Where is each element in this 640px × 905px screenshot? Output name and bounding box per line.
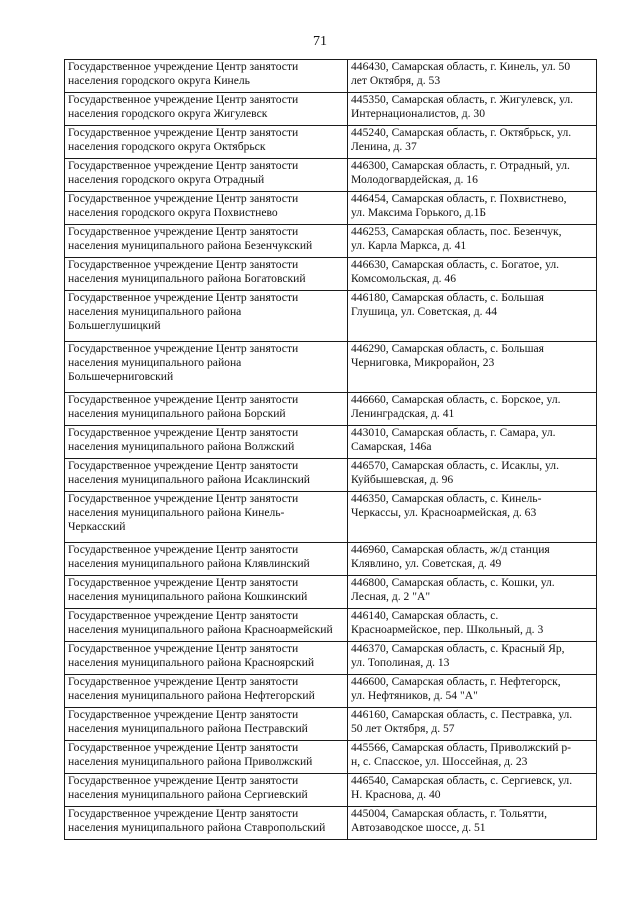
- table-row: [65, 342, 597, 393]
- institution-address-cell: [348, 93, 597, 126]
- institution-address-cell: [348, 258, 597, 291]
- institution-address-cell: [348, 342, 597, 393]
- institution-name-cell: [65, 543, 348, 576]
- table-row: [65, 576, 597, 609]
- institution-name-cell: [65, 291, 348, 342]
- institution-name-cell: [65, 93, 348, 126]
- institution-address-cell: [348, 807, 597, 840]
- institution-address: 445240, Самарская область, г. Октябрьск, ул. Ленина, д. 37: [351, 126, 572, 153]
- institution-name-cell: [65, 159, 348, 192]
- institution-address-cell: [348, 543, 597, 576]
- institution-name-cell: [65, 741, 348, 774]
- table-row: [65, 426, 597, 459]
- table-row: [65, 609, 597, 642]
- institution-address: 446454, Самарская область, г. Похвистнево, ул. Максима Горького, д.1Б: [351, 192, 567, 219]
- institution-address-cell: [348, 393, 597, 426]
- institution-name: Государственное учреждение Центр занятости населения муниципального района Красноармейский: [68, 609, 333, 636]
- institution-address-cell: [348, 159, 597, 192]
- table-row: [65, 492, 597, 543]
- institution-address: 446140, Самарская область, с. Красноармейское, пер. Школьный, д. 3: [351, 609, 544, 636]
- institution-name-cell: [65, 126, 348, 159]
- table-row: [65, 708, 597, 741]
- institution-address-cell: [348, 576, 597, 609]
- institution-address-cell: [348, 708, 597, 741]
- institution-name-cell: [65, 225, 348, 258]
- institution-address: 446600, Самарская область, г. Нефтегорск, ул. Нефтяников, д. 54 "А": [351, 675, 561, 702]
- table-row: [65, 291, 597, 342]
- table-row: [65, 393, 597, 426]
- institution-name: Государственное учреждение Центр занятости населения муниципального района Богатовский: [68, 258, 306, 285]
- institution-name-cell: [65, 60, 348, 93]
- institution-name: Государственное учреждение Центр занятости населения муниципального района Ставропольский: [68, 807, 326, 834]
- institution-name: Государственное учреждение Центр занятости населения муниципального района Приволжский: [68, 741, 313, 768]
- page-number: 71: [313, 34, 327, 49]
- institution-name-cell: [65, 609, 348, 642]
- institution-name-cell: [65, 258, 348, 291]
- institution-name-cell: [65, 459, 348, 492]
- institution-address: 446660, Самарская область, с. Борское, ул. Ленинградская, д. 41: [351, 393, 561, 420]
- table-row: [65, 60, 597, 93]
- institution-address: 446350, Самарская область, с. Кинель- Черкассы, ул. Красноармейская, д. 63: [351, 492, 542, 519]
- table-row: [65, 126, 597, 159]
- institution-address-cell: [348, 225, 597, 258]
- institution-name: Государственное учреждение Центр занятости населения городского округа Отрадный: [68, 159, 299, 186]
- institution-name: Государственное учреждение Центр занятости населения городского округа Кинель: [68, 60, 299, 87]
- institution-name-cell: [65, 774, 348, 807]
- table-row: [65, 192, 597, 225]
- institution-address: 446430, Самарская область, г. Кинель, ул. 50 лет Октября, д. 53: [351, 60, 571, 87]
- institution-address: 443010, Самарская область, г. Самара, ул. Самарская, 146а: [351, 426, 556, 453]
- institution-name-cell: [65, 342, 348, 393]
- institution-name-cell: [65, 426, 348, 459]
- institution-address: 445566, Самарская область, Приволжский р- н, с. Спасское, ул. Шоссейная, д. 23: [351, 741, 572, 768]
- institution-address-cell: [348, 426, 597, 459]
- table-row: [65, 93, 597, 126]
- institution-name-cell: [65, 642, 348, 675]
- institution-address: 446570, Самарская область, с. Исаклы, ул. Куйбышевская, д. 96: [351, 459, 559, 486]
- institution-name-cell: [65, 576, 348, 609]
- institution-name: Государственное учреждение Центр занятости населения муниципального района Борский: [68, 393, 299, 420]
- institution-address: 446253, Самарская область, пос. Безенчук, ул. Карла Маркса, д. 41: [351, 225, 562, 252]
- institution-address: 446180, Самарская область, с. Большая Глушица, ул. Советская, д. 44: [351, 291, 544, 318]
- institution-address: 446960, Самарская область, ж/д станция Клявлино, ул. Советская, д. 49: [351, 543, 550, 570]
- institution-name: Государственное учреждение Центр занятости населения городского округа Октябрьск: [68, 126, 299, 153]
- institution-address: 445004, Самарская область, г. Тольятти, Автозаводское шоссе, д. 51: [351, 807, 548, 834]
- institution-name: Государственное учреждение Центр занятости населения городского округа Похвистнево: [68, 192, 299, 219]
- institution-name: Государственное учреждение Центр занятости населения муниципального района Безенчукский: [68, 225, 313, 252]
- institution-name: Государственное учреждение Центр занятости населения муниципального района Кошкинский: [68, 576, 308, 603]
- institution-name: Государственное учреждение Центр занятости населения муниципального района Большеглушицкий: [68, 291, 299, 332]
- institution-address: 446160, Самарская область, с. Пестравка, ул. 50 лет Октября, д. 57: [351, 708, 573, 735]
- table-row: [65, 258, 597, 291]
- institution-address-cell: [348, 459, 597, 492]
- institution-name-cell: [65, 807, 348, 840]
- institution-address-cell: [348, 774, 597, 807]
- institution-address: 446370, Самарская область, с. Красный Яр, ул. Тополиная, д. 13: [351, 642, 565, 669]
- institution-address-cell: [348, 675, 597, 708]
- institution-address-cell: [348, 741, 597, 774]
- institution-address-cell: [348, 642, 597, 675]
- table-row: [65, 459, 597, 492]
- institution-address: 446300, Самарская область, г. Отрадный, ул. Молодогвардейская, д. 16: [351, 159, 570, 186]
- institution-address: 446800, Самарская область, с. Кошки, ул. Лесная, д. 2 "А": [351, 576, 555, 603]
- institution-address: 446630, Самарская область, с. Богатое, ул. Комсомольская, д. 46: [351, 258, 560, 285]
- institution-address: 446290, Самарская область, с. Большая Черниговка, Микрорайон, 23: [351, 342, 544, 369]
- institution-address-cell: [348, 492, 597, 543]
- institution-name: Государственное учреждение Центр занятости населения муниципального района Красноярский: [68, 642, 315, 669]
- employment-centers-table: [64, 59, 597, 840]
- institution-name-cell: [65, 708, 348, 741]
- institution-name-cell: [65, 492, 348, 543]
- institution-name: Государственное учреждение Центр занятости населения муниципального района Большечерниговский: [68, 342, 299, 383]
- institution-address-cell: [348, 192, 597, 225]
- institution-address: 446540, Самарская область, с. Сергиевск, ул. Н. Краснова, д. 40: [351, 774, 573, 801]
- institution-name: Государственное учреждение Центр занятости населения муниципального района Кинель- Черкасский: [68, 492, 299, 533]
- table-row: [65, 807, 597, 840]
- institution-name: Государственное учреждение Центр занятости населения муниципального района Исаклинский: [68, 459, 311, 486]
- institution-name: Государственное учреждение Центр занятости населения муниципального района Клявлинский: [68, 543, 310, 570]
- institution-name: Государственное учреждение Центр занятости населения муниципального района Нефтегорский: [68, 675, 315, 702]
- institution-address: 445350, Самарская область, г. Жигулевск, ул. Интернационалистов, д. 30: [351, 93, 574, 120]
- table-row: [65, 741, 597, 774]
- institution-address-cell: [348, 609, 597, 642]
- table-row: [65, 675, 597, 708]
- institution-name: Государственное учреждение Центр занятости населения муниципального района Сергиевский: [68, 774, 308, 801]
- institution-name: Государственное учреждение Центр занятости населения городского округа Жигулевск: [68, 93, 299, 120]
- table-body: [65, 60, 597, 840]
- table-row: [65, 543, 597, 576]
- institution-name-cell: [65, 675, 348, 708]
- institution-name-cell: [65, 192, 348, 225]
- institution-address-cell: [348, 60, 597, 93]
- institution-address-cell: [348, 291, 597, 342]
- institution-name: Государственное учреждение Центр занятости населения муниципального района Пестравский: [68, 708, 308, 735]
- table-row: [65, 159, 597, 192]
- table-row: [65, 225, 597, 258]
- institution-name-cell: [65, 393, 348, 426]
- table-row: [65, 774, 597, 807]
- institution-name: Государственное учреждение Центр занятости населения муниципального района Волжский: [68, 426, 299, 453]
- institution-address-cell: [348, 126, 597, 159]
- table-row: [65, 642, 597, 675]
